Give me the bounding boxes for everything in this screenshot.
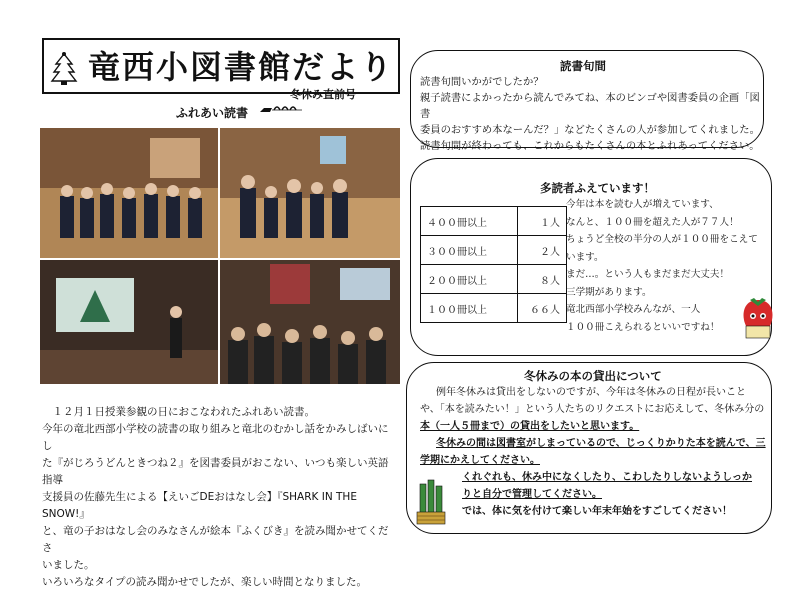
- box3-line: では、体に気を付けて楽しい年末年始をすごしてください！: [462, 506, 732, 517]
- table-row: [421, 236, 567, 265]
- table-row: [421, 294, 567, 323]
- box2-line: ちょうど全校の半分の人が１００冊をこえて: [566, 234, 758, 245]
- photo-storytelling: [220, 128, 400, 258]
- table-cell-label: １００冊以上: [421, 294, 518, 323]
- article-line: と、竜の子おはなし会のみなさんが絵本『ふくびき』を読み聞かせてくださ: [42, 525, 389, 554]
- newsletter-title: 竜西小図書館だより: [88, 48, 395, 86]
- issue-label: 冬休み直前号: [290, 88, 356, 101]
- box3-line: くれぐれも、休み中になくしたり、こわしたりしないようしっか: [462, 472, 752, 483]
- photo-audience: [220, 260, 400, 384]
- winter-lending-text: [420, 384, 770, 520]
- box1-line: 読書旬間いかがでしたか？: [420, 76, 544, 88]
- box1-line: 読書旬間が終わっても、これからもたくさんの本とふれあってください。: [420, 140, 760, 152]
- article-line: いろいろなタイプの読み聞かせでしたが、楽しい時間となりました。: [42, 576, 367, 588]
- box2-line: まだ…。という人もまだまだ大丈夫！: [566, 269, 730, 280]
- reading-period-title: 読書旬間: [560, 59, 606, 73]
- christmas-tree-icon: [50, 52, 78, 86]
- article-line: 今年の竜北西部小学校の読書の取り組みと竜北のむかし話をかみしばいにし: [42, 423, 389, 452]
- article-line: いました。: [42, 559, 95, 571]
- kadomatsu-icon: [414, 476, 448, 526]
- table-cell-label: ３００冊以上: [421, 236, 518, 265]
- box2-line: 三学期があります。: [566, 286, 652, 298]
- article-line: 支援員の佐藤先生による【えいごDEおはなし会】『SHARK IN THE SNOW!』: [42, 491, 357, 520]
- table-cell-value: ８人: [518, 265, 567, 294]
- box3-line: 本（一人５冊まで）の貸出をしたいと思います。: [420, 421, 640, 432]
- box3-line: りと自分で管理してください。: [462, 489, 602, 500]
- box3-line: 例年冬休みは貸出をしないのですが、今年は冬休みの日程が長いこと: [436, 387, 746, 398]
- section-label: ふれあい読書: [176, 106, 249, 120]
- winter-lending-title: 冬休みの本の貸出について: [524, 369, 662, 383]
- table-cell-value: ２人: [518, 236, 567, 265]
- article-line: １２月１日授業参観の日におこなわれたふれあい読書。: [42, 406, 315, 418]
- box2-line: １００冊こえられるといいですね！: [566, 321, 720, 333]
- strawberry-mascot-icon: [738, 296, 778, 342]
- table-cell-value: ６６人: [518, 294, 567, 323]
- box1-line: 親子読書によかったから読んでみてね、本のビンゴや図書委員の企画「図書: [420, 92, 760, 120]
- box2-line: います。: [566, 251, 604, 263]
- article-line: た『がじろうどんときつね２』を図書委員がおこない、いつも楽しい英語指導: [42, 457, 389, 486]
- box1-line: 委員のおすすめ本なーんだ？」などたくさんの人が参加してくれました。: [420, 124, 760, 136]
- heavy-readers-text: [566, 196, 766, 336]
- table-row: [421, 207, 567, 236]
- table-cell-value: １人: [518, 207, 567, 236]
- box2-line: なんと、１００冊を超えた人が７７人！: [566, 216, 739, 228]
- table-cell-label: ２００冊以上: [421, 265, 518, 294]
- reading-period-text: [420, 74, 760, 154]
- article-body: [42, 404, 394, 591]
- table-row: [421, 265, 567, 294]
- photo-english-storytime: [40, 260, 218, 384]
- box3-line: や、「本を読みたい！」という人たちのリクエストにお応えして、冬休み分の: [420, 404, 765, 415]
- heavy-readers-title: 多読者ふえています！: [540, 181, 655, 195]
- reader-count-table: [420, 206, 567, 323]
- box3-line: 学期にかえしてください。: [420, 455, 540, 466]
- photo-students-presenting: [40, 128, 218, 258]
- box2-line: 竜北西部小学校みんなが、一人: [566, 304, 701, 315]
- santa-sleigh-icon: [258, 98, 308, 118]
- box2-line: 今年は本を読む人が増えています、: [566, 199, 719, 210]
- box3-line: 冬休みの間は図書室がしまっているので、じっくりかりた本を読んで、三: [436, 438, 766, 449]
- table-cell-label: ４００冊以上: [421, 207, 518, 236]
